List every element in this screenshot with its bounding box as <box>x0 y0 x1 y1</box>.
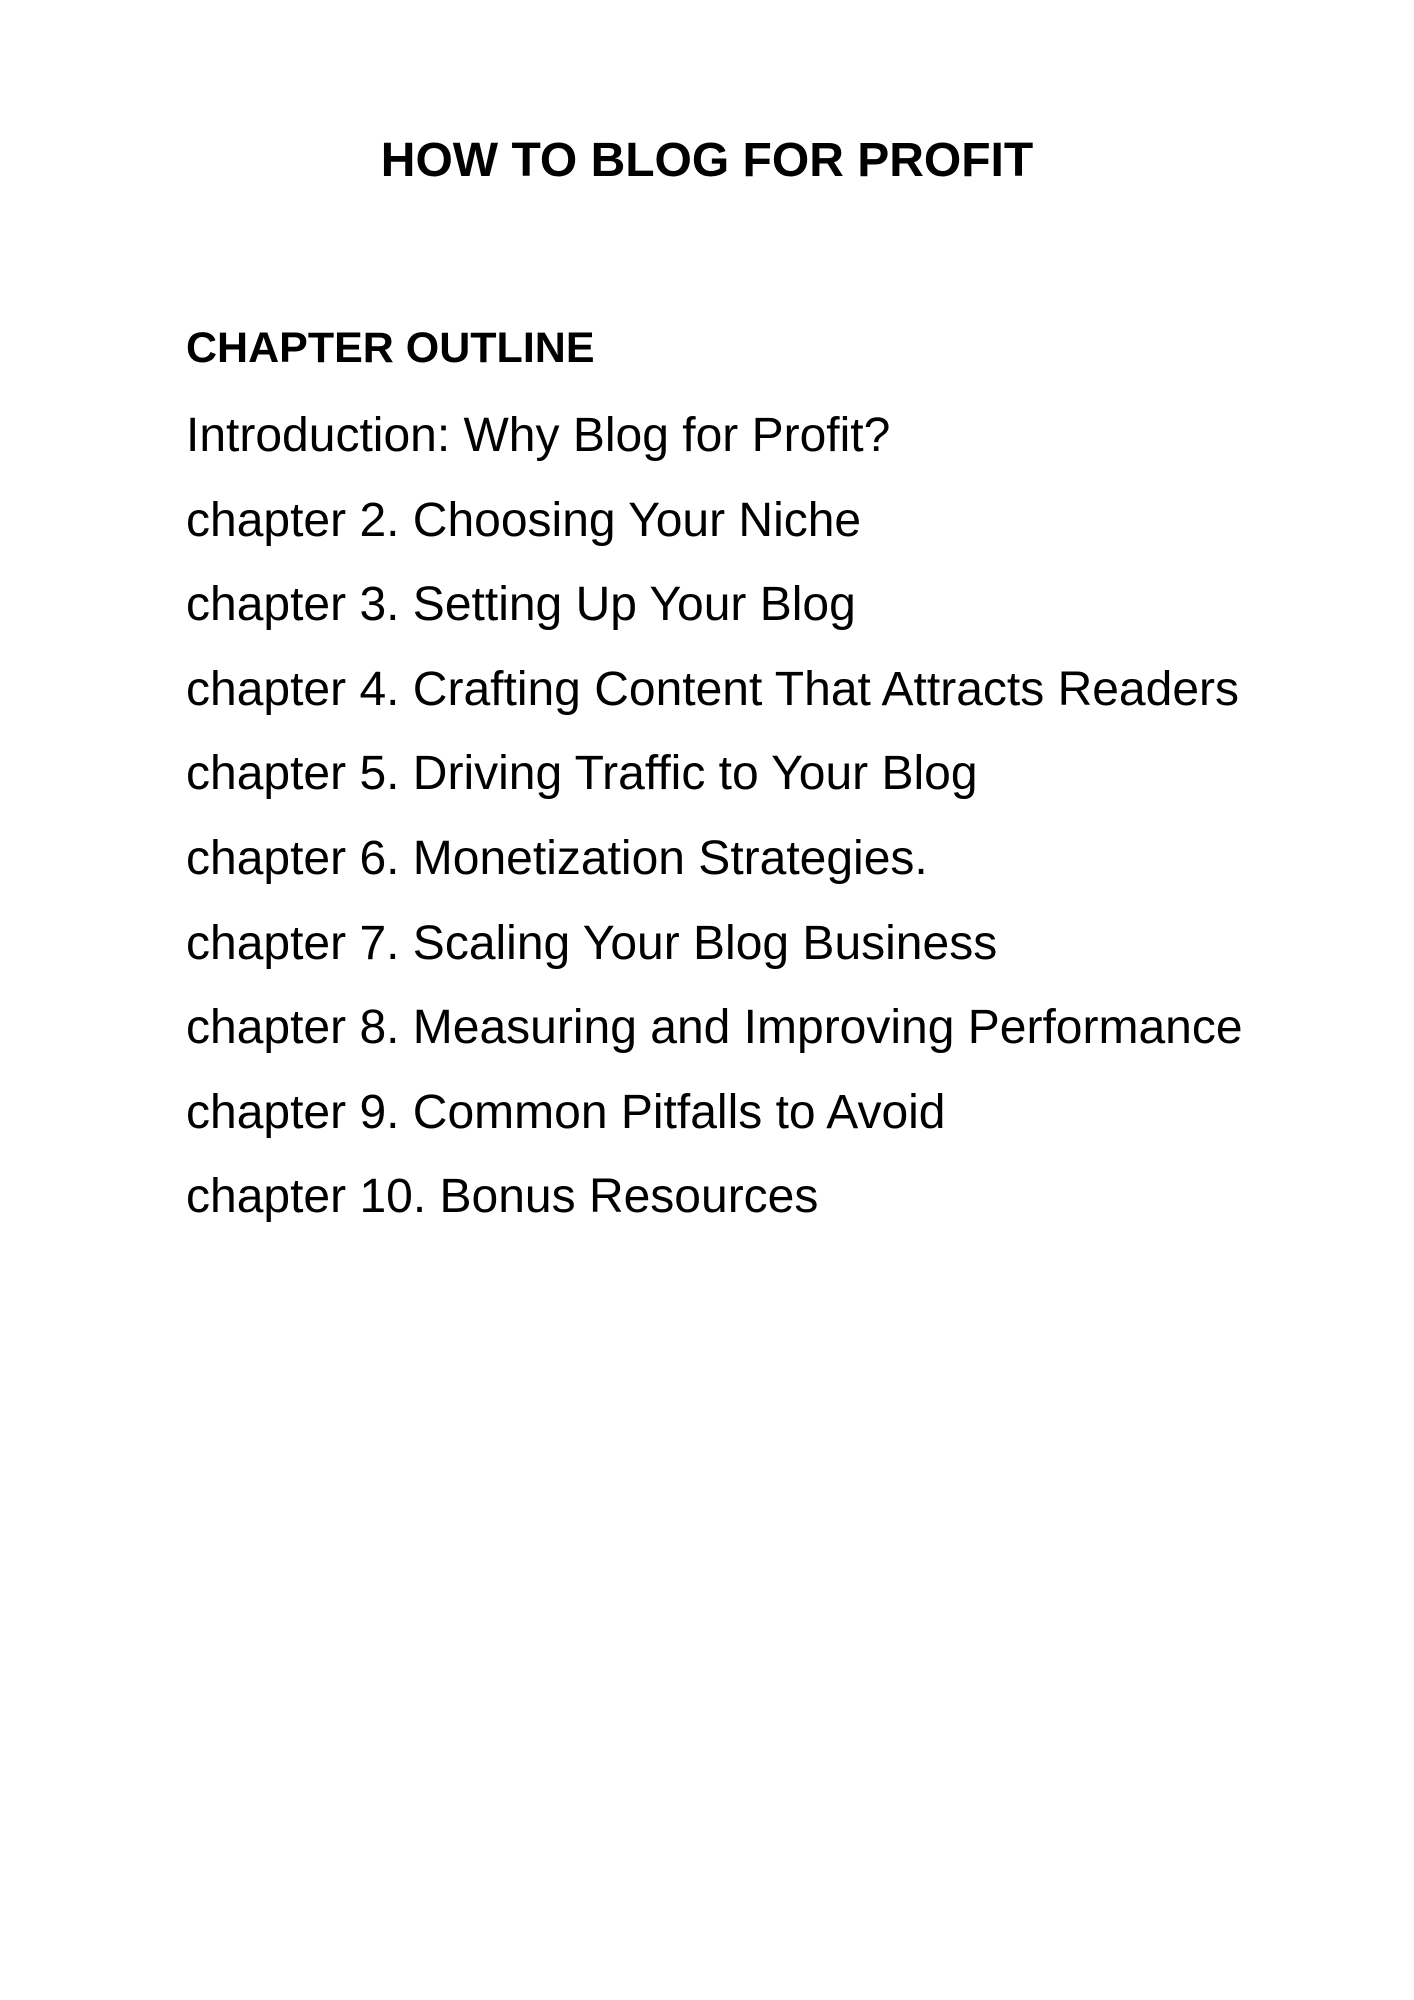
chapter-item-8: chapter 8. Measuring and Improving Performance <box>186 1001 1243 1055</box>
chapter-outline-heading: CHAPTER OUTLINE <box>186 324 595 372</box>
chapter-item-7: chapter 7. Scaling Your Blog Business <box>186 916 998 970</box>
chapter-item-2: chapter 2. Choosing Your Niche <box>186 493 862 547</box>
chapter-item-5: chapter 5. Driving Traffic to Your Blog <box>186 747 978 801</box>
chapter-outline-list <box>186 394 1243 1240</box>
chapter-item-9: chapter 9. Common Pitfalls to Avoid <box>186 1085 946 1139</box>
chapter-item-3: chapter 3. Setting Up Your Blog <box>186 578 856 632</box>
chapter-item-10: chapter 10. Bonus Resources <box>186 1170 819 1224</box>
document-title: HOW TO BLOG FOR PROFIT <box>380 134 1034 187</box>
chapter-item-6: chapter 6. Monetization Strategies. <box>186 831 928 885</box>
chapter-item-4: chapter 4. Crafting Content That Attracts Readers <box>186 662 1239 716</box>
chapter-item-introduction: Introduction: Why Blog for Profit? <box>186 409 891 462</box>
